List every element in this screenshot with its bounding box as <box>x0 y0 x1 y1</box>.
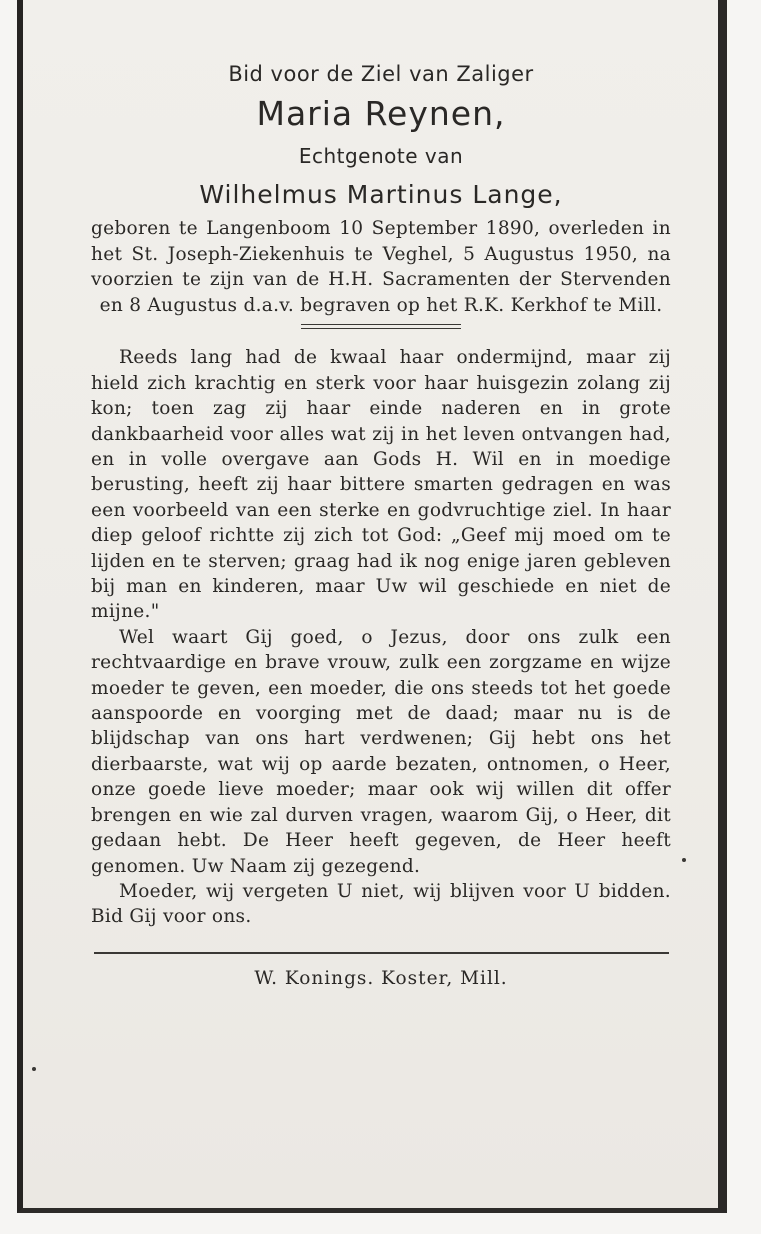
print-speck <box>682 858 686 862</box>
printer-credit: W. Konings. Koster, Mill. <box>254 967 508 989</box>
birth-death-details: geboren te Langenboom 10 September 1890, overleden in het St. Joseph-Ziekenhuis te Veghel, 5 Augustus 1950, na voorzien te zijn van de H.H. Sacramenten der Stervenden en 8 Augustus d.a.v. begraven op het R.K. Kerkhof te Mill. <box>91 218 671 316</box>
spouse-name: Wilhelmus Martinus Lange, <box>199 180 563 209</box>
spouse-label: Echtgenote van <box>298 144 464 168</box>
paragraph-farewell: Moeder, wij vergeten U niet, wij blijven voor U bidden. Bid Gij voor ons. <box>91 880 671 928</box>
card-content <box>91 48 671 989</box>
paragraph-prayer: Wel waart Gij goed, o Jezus, door ons zulk een rechtvaardige en brave vrouw, zulk een zorgzame en wijze moeder te geven, een moeder, die ons steeds tot het goede aanspoorde en voorging met de daad; maar nu is de blijdschap van ons hart verdwenen; Gij hebt ons het dierbaarste, wat wij op aarde bezaten, ontnomen, o Heer, onze goede lieve moeder; maar ook wij willen dit offer brengen en wie zal durven vragen, waarom Gij, o Heer, dit gedaan hebt. De Heer heeft gegeven, de Heer heeft genomen. Uw Naam zij gezegend. <box>91 626 671 877</box>
paragraph-illness: Reeds lang had de kwaal haar ondermijnd, maar zij hield zich krachtig en sterk voor haar huisgezin zolang zij kon; toen zag zij haar einde naderen en in grote dankbaarheid voor alles wat zij in het leven ontvangen had, en in volle overgave aan Gods H. Wil en in moedige berusting, heeft zij haar bittere smarten gedragen en was een voorbeeld van een sterke en godvruchtige ziel. In haar diep geloof richtte zij zich tot God: „Geef mij moed om te lijden en te sterven; graag had ik nog enige jaren gebleven bij man en kinderen, maar Uw wil geschiede en niet de mijne." <box>91 347 671 623</box>
prayer-intro: Bid voor de Ziel van Zaliger <box>228 62 534 86</box>
deceased-name: Maria Reynen, <box>256 94 506 133</box>
memorial-card <box>17 0 727 1213</box>
ornament-divider <box>301 324 461 329</box>
print-speck <box>32 1067 36 1071</box>
memorial-text <box>91 345 671 929</box>
footer-divider <box>94 952 669 954</box>
